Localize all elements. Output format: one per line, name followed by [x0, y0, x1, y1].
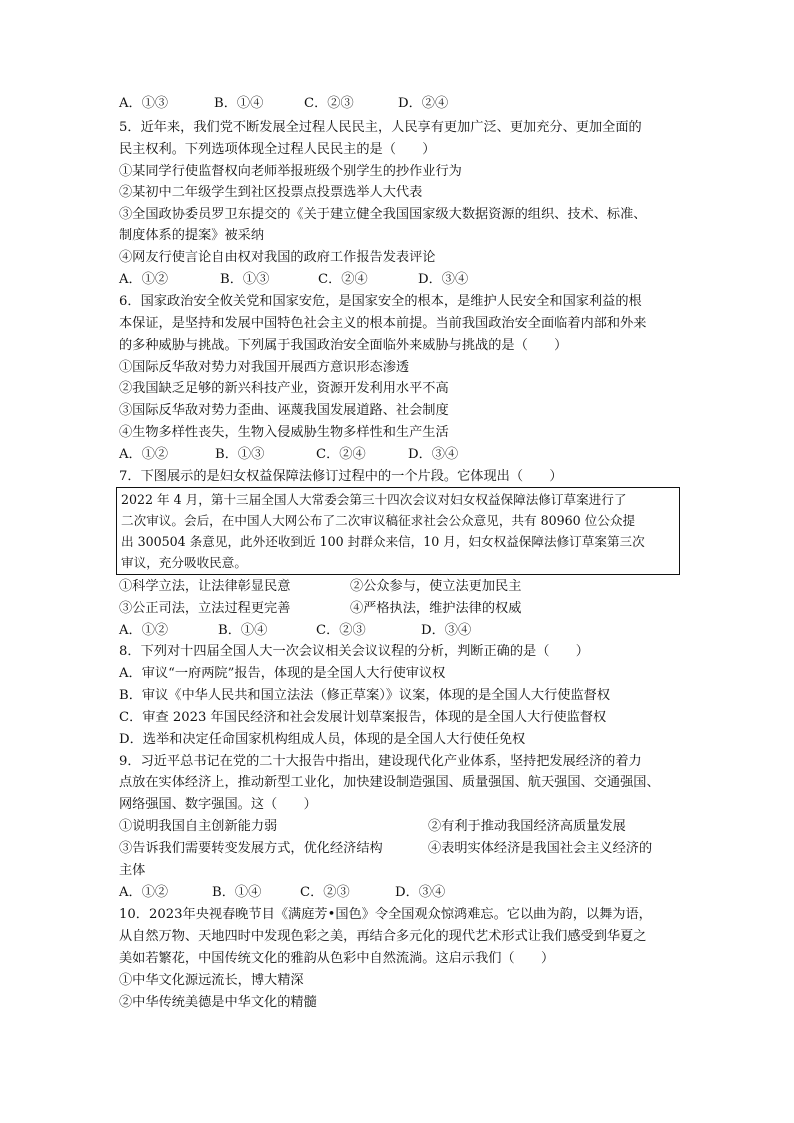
q10-statement-1: ①中华文化源远流长，博大精深	[119, 973, 304, 988]
q4-options	[119, 94, 448, 113]
q8-option-c: C．审查 2023 年国民经济和社会发展计划草案报告，体现的是全国人大行使监督权	[119, 710, 607, 725]
q8-option-b: B．审议《中华人民共和国立法法（修正草案）》议案，体现的是全国人大行使监督权	[119, 688, 611, 703]
q5-statement-2: ②某初中二年级学生到社区投票点投票选举人大代表	[119, 185, 423, 200]
q5-option-d: D．③④	[418, 272, 469, 287]
q9-statement-2: ②有利于推动我国经济高质量发展	[428, 819, 626, 834]
q9-statement-3: ③告诉我们需要转变发展方式，优化经济结构	[119, 841, 383, 856]
q9-statement-4b: 主体	[119, 863, 146, 878]
q7-statement-2: ②公众参与，使立法更加民主	[350, 579, 522, 594]
q8-option-d: D．选举和决定任命国家机构组成人员，体现的是全国人大行使任免权	[119, 732, 526, 747]
q7-statement-1: ①科学立法，让法律彰显民意	[119, 579, 291, 594]
q7-option-b: B．①④	[218, 623, 268, 638]
q7-option-d: D．③④	[421, 623, 472, 638]
q10-stem-line-3: 美如若繁花，中国传统文化的雅韵从色彩中自然流淌。这启示我们（ ）	[119, 951, 555, 966]
q6-option-c: C．②④	[316, 447, 366, 462]
q7-material-line-2: 二次审议。会后，在中国人大网公布了二次审议稿征求社会公众意见，共有 80960 位公众提	[121, 513, 636, 528]
q7-material-line-4: 审议，充分吸收民意。	[121, 555, 247, 570]
q9-option-c: C．②③	[300, 885, 350, 900]
q7-option-a: A．①②	[119, 623, 169, 638]
q9-options	[119, 883, 445, 902]
q5-option-a: A．①②	[119, 272, 169, 287]
q6-statement-4: ④生物多样性丧失，生物入侵威胁生物多样性和生产生活	[119, 425, 449, 440]
q5-statement-3a: ③全国政协委员罗卫东提交的《关于建立健全我国国家级大数据资源的组织、技术、标准、	[119, 207, 647, 222]
q5-option-c: C．②④	[318, 272, 368, 287]
q4-option-c: C．②③	[304, 96, 354, 111]
q4-option-a: A．①③	[119, 96, 169, 111]
q7-option-c: C．②③	[316, 623, 366, 638]
q6-stem-line-2: 本保证，是坚持和发展中国特色社会主义的根本前提。当前我国政治安全面临着内部和外来	[119, 316, 647, 331]
q10-stem-line-1: 10．2023年央视春晚节目《满庭芳•国色》令全国观众惊鸿难忘。它以曲为韵，以舞为语，	[119, 907, 652, 922]
q6-statement-2: ②我国缺乏足够的新兴科技产业，资源开发利用水平不高	[119, 381, 449, 396]
q9-stem-line-2: 点放在实体经济上，推动新型工业化，加快建设制造强国、质量强国、航天强国、交通强国、	[119, 775, 660, 790]
q9-stem-line-3: 网络强国、数字强国。这（ ）	[119, 797, 317, 812]
q7-statement-3: ③公正司法，立法过程更完善	[119, 601, 291, 616]
q6-stem-line-3: 的多种威胁与挑战。下列属于我国政治安全面临外来威胁与挑战的是（ ）	[119, 338, 568, 353]
q6-option-d: D．③④	[408, 447, 459, 462]
q5-options	[119, 270, 468, 289]
q6-options	[119, 445, 458, 464]
q6-statement-3: ③国际反华敌对势力歪曲、诬蔑我国发展道路、社会制度	[119, 403, 449, 418]
q10-statement-2: ②中华传统美德是中华文化的精髓	[119, 995, 317, 1010]
q5-statement-4: ④网友行使言论自由权对我国的政府工作报告发表评论	[119, 250, 436, 265]
q5-stem-line-1: 5．近年来，我们党不断发展全过程人民民主，人民享有更加广泛、更加充分、更加全面的	[119, 120, 642, 135]
q9-statement-4a: ④表明实体经济是我国社会主义经济的	[428, 841, 653, 856]
q5-statement-3b: 制度体系的提案》被采纳	[119, 228, 265, 243]
q7-statement-4: ④严格执法，维护法律的权威	[350, 601, 522, 616]
q7-stem: 7．下图展示的是妇女权益保障法修订过程中的一个片段。它体现出（ ）	[119, 469, 563, 484]
q7-options	[119, 621, 471, 640]
q8-stem: 8．下列对十四届全国人大一次会议相关会议议程的分析，判断正确的是（ ）	[119, 644, 589, 659]
q9-option-b: B．①④	[212, 885, 262, 900]
q4-option-d: D．②④	[398, 96, 449, 111]
q8-option-a: A．审议“一府两院”报告，体现的是全国人大行使审议权	[119, 666, 446, 681]
q9-statement-1: ①说明我国自主创新能力弱	[119, 819, 278, 834]
q5-statement-1: ①某同学行使监督权向老师举报班级个别学生的抄作业行为	[119, 164, 462, 179]
q5-stem-line-2: 民主权利。下列选项体现全过程人民民主的是（ ）	[119, 142, 436, 157]
q7-material-line-3: 出 300504 条意见，此外还收到近 100 封群众来信，10 月，妇女权益保障法修订草案第三次	[121, 534, 645, 549]
q9-stem-line-1: 9．习近平总书记在党的二十大报告中指出，建设现代化产业体系，坚持把发展经济的着力	[119, 754, 642, 769]
q7-material-box	[116, 487, 680, 575]
q6-option-b: B．①③	[215, 447, 265, 462]
q5-option-b: B．①③	[220, 272, 270, 287]
q4-option-b: B．①④	[214, 96, 264, 111]
q7-material-line-1: 2022 年 4 月，第十三届全国人大常委会第三十四次会议对妇女权益保障法修订草案进行了	[121, 492, 627, 507]
q6-option-a: A．①②	[119, 447, 169, 462]
q9-option-d: D．③④	[395, 885, 446, 900]
q10-stem-line-2: 从自然万物、天地四时中发现色彩之美，再结合多元化的现代艺术形式让我们感受到华夏之	[119, 929, 647, 944]
q6-statement-1: ①国际反华敌对势力对我国开展西方意识形态渗透	[119, 360, 410, 375]
q9-option-a: A．①②	[119, 885, 169, 900]
q6-stem-line-1: 6．国家政治安全攸关党和国家安危，是国家安全的根本，是维护人民安全和国家利益的根	[119, 294, 642, 309]
